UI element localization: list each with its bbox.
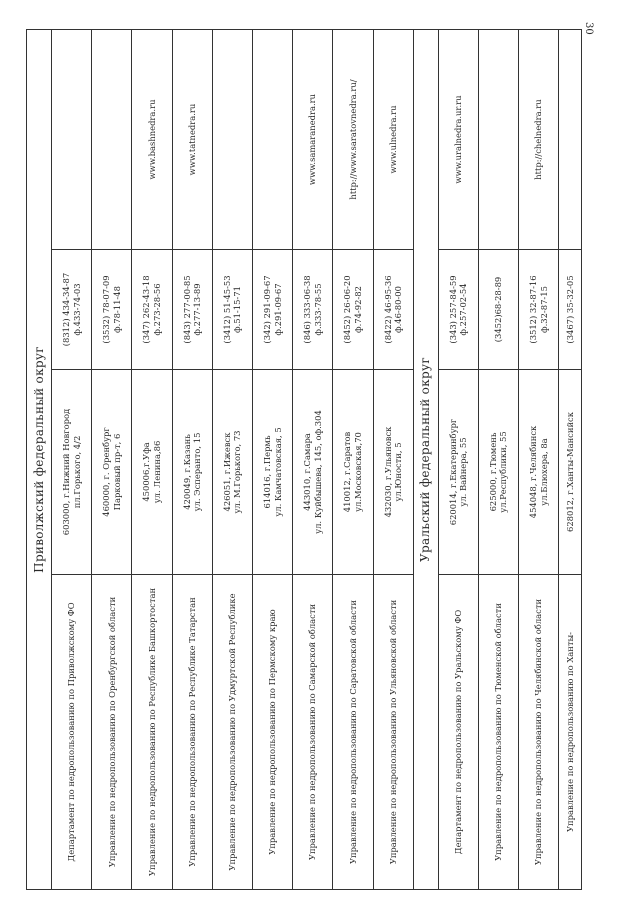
- phone-line: (3512) 32-87-16: [528, 275, 539, 344]
- table-row: [333, 30, 373, 890]
- address-line: ул.Юности, 5: [393, 442, 404, 502]
- table-row: [132, 30, 172, 890]
- website: [478, 30, 518, 250]
- website: [52, 30, 92, 250]
- address-cell: [333, 370, 373, 575]
- table-row: [172, 30, 212, 890]
- website: www.tatnedra.ru: [172, 30, 212, 250]
- phone-cell: [438, 250, 478, 370]
- address-line: ул.Республики, 55: [498, 431, 509, 513]
- phone-cell: [293, 250, 333, 370]
- phone-cell: [333, 250, 373, 370]
- website: http://www.saratovnedra.ru/: [333, 30, 373, 250]
- section-title: Приволжский федеральный округ: [27, 30, 52, 890]
- address-line: ул. М.Горького, 73: [232, 430, 243, 514]
- phone-line: (3452)68-28-89: [493, 276, 504, 343]
- address-line: ул. Камчатовская, 5: [272, 427, 283, 517]
- phone-line: (347) 262-43-18: [141, 275, 152, 344]
- address-line: 426051, г.Ижевск: [221, 432, 232, 512]
- website: www.bashnedra.ru: [132, 30, 172, 250]
- website: [92, 30, 132, 250]
- phone-cell: [252, 250, 292, 370]
- address-line: ул. Вайнера, 55: [458, 437, 469, 507]
- website: [559, 30, 582, 250]
- phone-line: ф.51-15-71: [232, 286, 243, 333]
- address-cell: [519, 370, 559, 575]
- office-name: Департамент по недропользованию по Уральскому ФО: [438, 575, 478, 890]
- address-line: ул. Куйбышева, 145, оф.304: [312, 410, 323, 534]
- phone-line: ф.291-09-67: [272, 283, 283, 336]
- phone-line: (343) 257-84-59: [447, 275, 458, 344]
- address-line: Парковый пр-т, 6: [111, 433, 122, 511]
- phone-cell: [559, 250, 582, 370]
- table-row: [519, 30, 559, 890]
- table-body: [27, 30, 582, 890]
- phone-line: ф.333-78-55: [312, 283, 323, 336]
- table-row: [92, 30, 132, 890]
- phone-cell: [132, 250, 172, 370]
- address-cell: [373, 370, 413, 575]
- table-row: [52, 30, 92, 890]
- phone-line: ф.277-13-89: [192, 283, 203, 336]
- phone-cell: [212, 250, 252, 370]
- phone-line: (8452) 26-06-20: [342, 275, 353, 344]
- website: [212, 30, 252, 250]
- website: www.ulnedra.ru: [373, 30, 413, 250]
- phone-line: (3412) 51-45-53: [221, 275, 232, 344]
- phone-line: ф.46-80-00: [393, 286, 404, 333]
- phone-line: ф.74-92-82: [352, 286, 363, 333]
- address-line: ул. Ленина,86: [151, 440, 162, 504]
- phone-line: ф.273-28-56: [151, 283, 162, 336]
- office-name: Управление по недропользованию по Челябинской области: [519, 575, 559, 890]
- office-name: Управление по недропользованию по Республике Татарстан: [172, 575, 212, 890]
- office-name: Управление по недропользованию по Пермскому краю: [252, 575, 292, 890]
- phone-line: ф.78-11-48: [111, 286, 122, 333]
- address-line: пл.Горького, 4/2: [71, 435, 82, 509]
- address-cell: [293, 370, 333, 575]
- address-line: ул.Московская,70: [352, 432, 363, 512]
- phone-line: (846) 333-06-38: [302, 275, 313, 344]
- address-cell: [212, 370, 252, 575]
- table-row: [478, 30, 518, 890]
- address-line: 628012, г.Ханты-Мансийск: [564, 412, 575, 532]
- table-row: [438, 30, 478, 890]
- phone-line: (8422) 46-95-36: [382, 275, 393, 344]
- phone-line: (843) 277-00-85: [181, 275, 192, 344]
- office-name: Управление по недропользованию по Удмуртской Республике: [212, 575, 252, 890]
- phone-cell: [172, 250, 212, 370]
- phone-line: ф.433-74-03: [71, 283, 82, 336]
- page-number: 30: [583, 22, 594, 35]
- address-line: 443010, г.Самара: [302, 433, 313, 511]
- address-cell: [52, 370, 92, 575]
- address-line: 460000, г. Оренбург: [101, 427, 112, 517]
- address-line: 625000, г.Тюмень: [487, 432, 498, 512]
- table-row: [252, 30, 292, 890]
- phone-cell: [52, 250, 92, 370]
- address-line: 410012, г.Саратов: [342, 431, 353, 513]
- phone-line: ф.32-87-15: [538, 286, 549, 333]
- office-name: Управление по недропользованию по Саратовской области: [333, 575, 373, 890]
- office-name: Управление по недропользованию по Ульяновской области: [373, 575, 413, 890]
- office-name: Управление по недропользованию по Республике Башкортостан: [132, 575, 172, 890]
- phone-cell: [373, 250, 413, 370]
- section-row: [27, 30, 52, 890]
- office-name: Управление по недропользованию по Тюменской области: [478, 575, 518, 890]
- section-title: Уральский федеральный округ: [413, 30, 438, 890]
- table-row: [559, 30, 582, 890]
- office-name: Управление по недропользованию по Оренбургской области: [92, 575, 132, 890]
- address-cell: [478, 370, 518, 575]
- office-name: Департамент по недропользованию по Приволжскому ФО: [52, 575, 92, 890]
- address-line: ул.Блюхера, 8а: [538, 438, 549, 506]
- website: http://chelnedra.ru: [519, 30, 559, 250]
- address-cell: [252, 370, 292, 575]
- website: www.samaranedra.ru: [293, 30, 333, 250]
- subsoil-departments-table: [26, 29, 582, 890]
- office-name: Управление по недропользованию по Ханты-: [559, 575, 582, 890]
- office-name: Управление по недропользованию по Самарской области: [293, 575, 333, 890]
- phone-line: (8312) 434-34-87: [61, 272, 72, 347]
- phone-cell: [478, 250, 518, 370]
- section-row: [413, 30, 438, 890]
- phone-line: (342) 291-09-67: [262, 275, 273, 344]
- phone-cell: [92, 250, 132, 370]
- address-line: 450006,г.Уфа: [141, 442, 152, 502]
- address-line: 614016, г.Пермь: [262, 435, 273, 509]
- phone-cell: [519, 250, 559, 370]
- address-cell: [132, 370, 172, 575]
- address-cell: [172, 370, 212, 575]
- address-line: 420049, г.Казань: [181, 434, 192, 510]
- address-cell: [438, 370, 478, 575]
- phone-line: ф.257-02-54: [458, 283, 469, 336]
- website: [252, 30, 292, 250]
- table-row: [212, 30, 252, 890]
- website: www.uralnedra.ur.ru: [438, 30, 478, 250]
- address-line: ул. Эсперанто, 15: [192, 432, 203, 512]
- address-cell: [559, 370, 582, 575]
- address-line: 432030, г.Ульяновск: [382, 426, 393, 518]
- address-line: 454048, г.Челябинск: [528, 425, 539, 519]
- phone-line: (3467) 35-32-05: [564, 275, 575, 344]
- table-row: [293, 30, 333, 890]
- table-row: [373, 30, 413, 890]
- phone-line: (3532) 78-07-09: [101, 275, 112, 344]
- rotated-table-container: [26, 30, 582, 890]
- address-cell: [92, 370, 132, 575]
- address-line: 603000, г.Нижний Новгород: [61, 408, 72, 536]
- address-line: 620014, г.Екатеринбург: [447, 418, 458, 526]
